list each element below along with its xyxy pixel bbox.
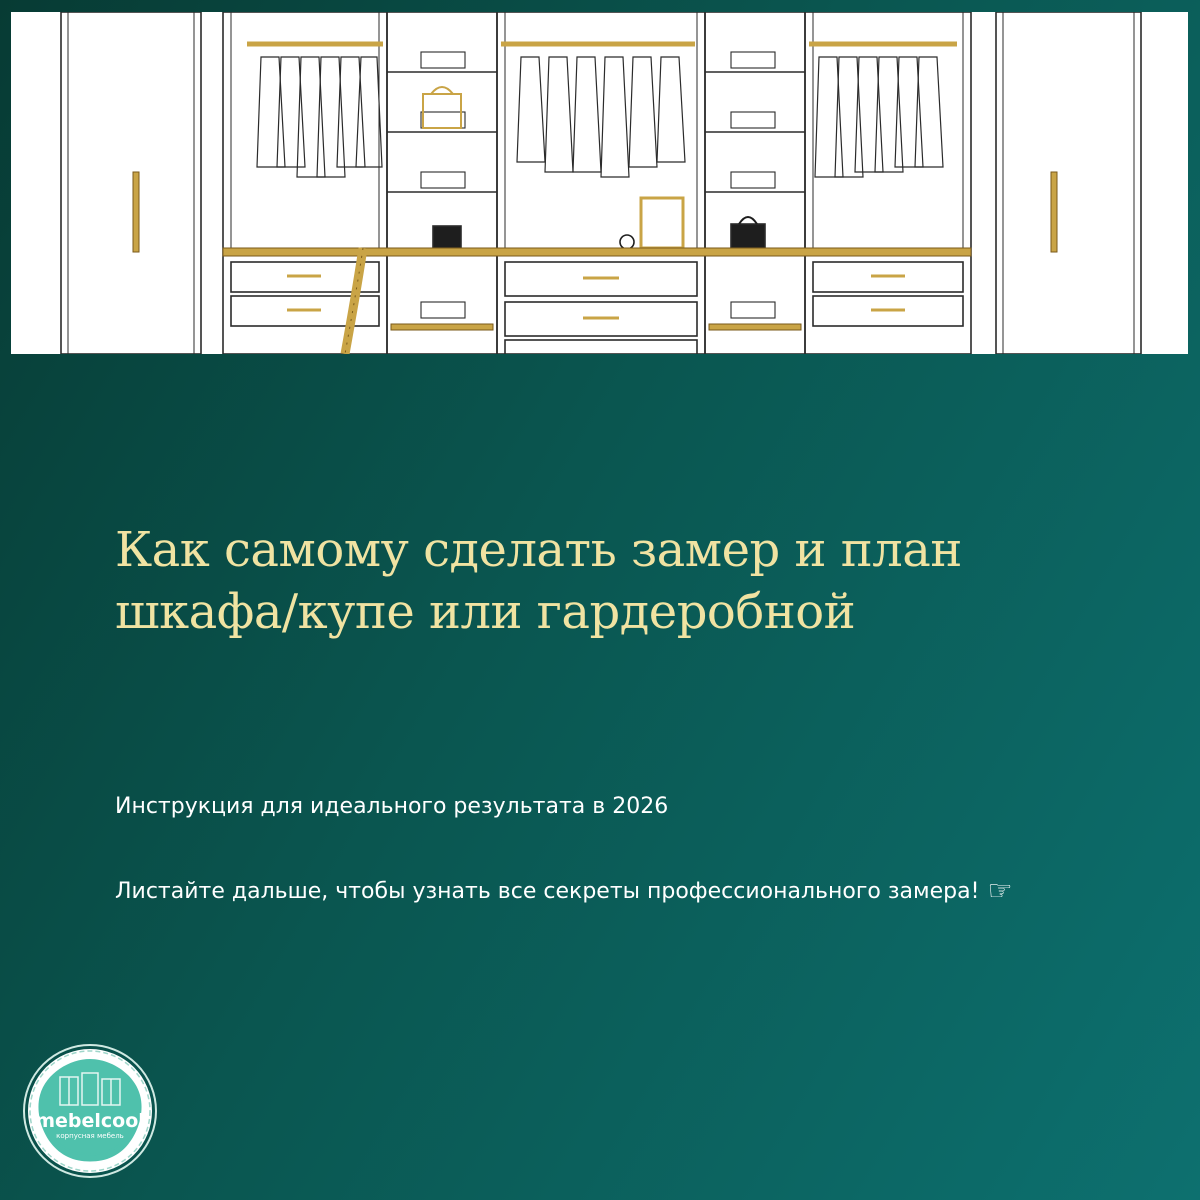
wardrobe-illustration xyxy=(11,12,1188,354)
page-title: Как самому сделать замер и план шкафа/купе или гардеробной xyxy=(115,522,962,640)
brand-logo xyxy=(22,1043,158,1179)
logo-name: mebelcool xyxy=(35,1110,145,1132)
subtitle: Инструкция для идеального результата в 2026 xyxy=(115,794,669,819)
call-to-action xyxy=(115,870,1075,913)
pointing-hand-icon: ☞ xyxy=(987,874,1013,907)
cta-text: Листайте дальше, чтобы узнать все секреты профессионального замера! xyxy=(115,879,980,904)
logo-tagline: корпусная мебель xyxy=(56,1132,124,1140)
